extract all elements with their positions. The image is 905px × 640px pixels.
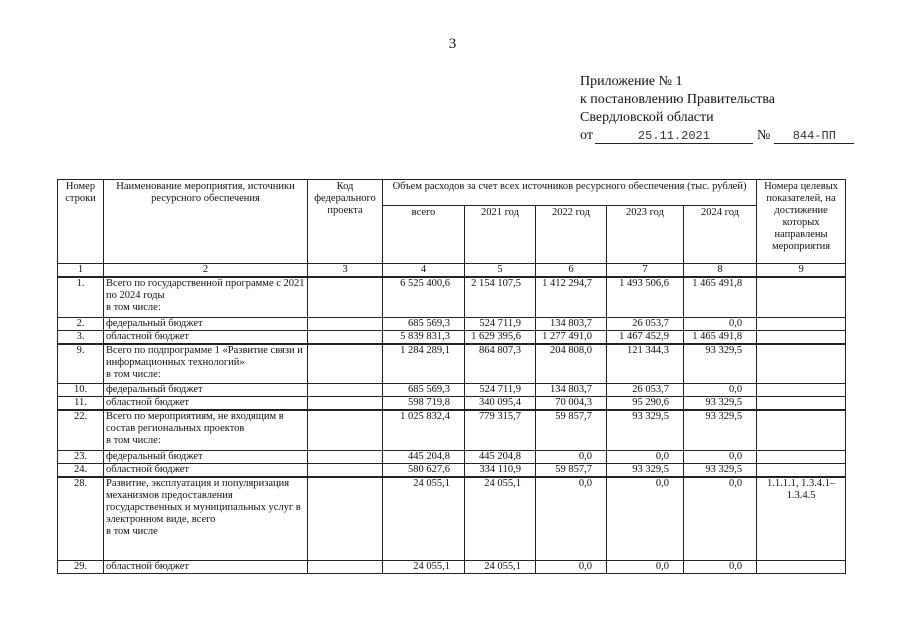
header-volume: Объем расходов за счет всех источников ресурсного обеспечения (тыс. рублей) — [383, 180, 757, 206]
row-name-cell: областной бюджет — [104, 561, 308, 574]
value-2021-cell: 2 154 107,5 — [465, 277, 536, 317]
row-number-cell: 22. — [58, 410, 104, 450]
value-2023-cell: 1 493 506,6 — [607, 277, 684, 317]
fed-code-cell — [308, 561, 383, 574]
row-name-cell: федеральный бюджет — [104, 317, 308, 330]
column-index: 5 — [465, 264, 536, 278]
column-index: 9 — [757, 264, 846, 278]
targets-cell — [757, 450, 846, 463]
page-number: 3 — [448, 36, 457, 52]
row-name-cell: Всего по государственной программе с 2021 по 2024 годы в том числе: — [104, 277, 308, 317]
value-2023-cell: 0,0 — [607, 561, 684, 574]
header-2024: 2024 год — [684, 206, 757, 264]
targets-cell: 1.1.1.1, 1.3.4.1–1.3.4.5 — [757, 477, 846, 561]
fed-code-cell — [308, 410, 383, 450]
column-index-row — [58, 264, 846, 278]
row-name-cell: Развитие, эксплуатация и популяризация механизмов предоставления государственных и муниципальных услуг в электронном виде, всего в том числе — [104, 477, 308, 561]
value-2023-cell: 95 290,6 — [607, 397, 684, 411]
value-2021-cell: 524 711,9 — [465, 384, 536, 397]
header-targets: Номера целевых показателей, на достижение которых направлены мероприятия — [757, 180, 846, 264]
value-2023-cell: 121 344,3 — [607, 344, 684, 384]
total-cell: 685 569,3 — [383, 384, 465, 397]
targets-cell — [757, 463, 846, 477]
header-fed-code: Код федерального проекта — [308, 180, 383, 264]
appendix-decree: к постановлению Правительства — [580, 92, 776, 107]
fed-code-cell — [308, 397, 383, 411]
row-number-cell: 2. — [58, 317, 104, 330]
row-name-cell: областной бюджет — [104, 463, 308, 477]
value-2022-cell: 1 412 294,7 — [536, 277, 607, 317]
table-row — [58, 463, 846, 477]
fed-code-cell — [308, 477, 383, 561]
value-2024-cell: 0,0 — [684, 477, 757, 561]
value-2021-cell: 864 807,3 — [465, 344, 536, 384]
row-number-cell: 1. — [58, 277, 104, 317]
column-index: 8 — [684, 264, 757, 278]
fed-code-cell — [308, 317, 383, 330]
row-number-cell: 28. — [58, 477, 104, 561]
total-cell: 24 055,1 — [383, 561, 465, 574]
table-row — [58, 344, 846, 384]
total-cell: 1 284 289,1 — [383, 344, 465, 384]
header-2021: 2021 год — [465, 206, 536, 264]
value-2024-cell: 93 329,5 — [684, 463, 757, 477]
fed-code-cell — [308, 330, 383, 344]
value-2022-cell: 204 808,0 — [536, 344, 607, 384]
value-2024-cell: 1 465 491,8 — [684, 330, 757, 344]
table-row — [58, 397, 846, 411]
value-2023-cell: 93 329,5 — [607, 463, 684, 477]
targets-cell — [757, 344, 846, 384]
value-2023-cell: 26 053,7 — [607, 384, 684, 397]
row-name-cell: федеральный бюджет — [104, 450, 308, 463]
fed-code-cell — [308, 277, 383, 317]
value-2023-cell: 0,0 — [607, 477, 684, 561]
decree-number: 844-ПП — [774, 129, 854, 144]
value-2021-cell: 524 711,9 — [465, 317, 536, 330]
total-cell: 1 025 832,4 — [383, 410, 465, 450]
from-label: от — [580, 128, 593, 143]
row-name-cell: федеральный бюджет — [104, 384, 308, 397]
value-2021-cell: 779 315,7 — [465, 410, 536, 450]
targets-cell — [757, 330, 846, 344]
total-cell: 598 719,8 — [383, 397, 465, 411]
header-row-number: Номер строки — [58, 180, 104, 264]
number-label: № — [756, 128, 771, 143]
table-row — [58, 477, 846, 561]
value-2022-cell: 59 857,7 — [536, 410, 607, 450]
value-2024-cell: 1 465 491,8 — [684, 277, 757, 317]
row-number-cell: 3. — [58, 330, 104, 344]
value-2024-cell: 0,0 — [684, 317, 757, 330]
fed-code-cell — [308, 384, 383, 397]
targets-cell — [757, 317, 846, 330]
value-2022-cell: 70 004,3 — [536, 397, 607, 411]
table-row — [58, 410, 846, 450]
table-row — [58, 384, 846, 397]
value-2024-cell: 0,0 — [684, 450, 757, 463]
total-cell: 445 204,8 — [383, 450, 465, 463]
column-index: 4 — [383, 264, 465, 278]
row-number-cell: 29. — [58, 561, 104, 574]
appendix-title: Приложение № 1 — [580, 74, 683, 89]
value-2022-cell: 1 277 491,0 — [536, 330, 607, 344]
value-2022-cell: 134 803,7 — [536, 317, 607, 330]
row-number-cell: 11. — [58, 397, 104, 411]
value-2024-cell: 93 329,5 — [684, 344, 757, 384]
row-number-cell: 9. — [58, 344, 104, 384]
decree-date: 25.11.2021 — [595, 129, 753, 144]
table-row — [58, 317, 846, 330]
value-2022-cell: 59 857,7 — [536, 463, 607, 477]
total-cell: 5 839 831,3 — [383, 330, 465, 344]
targets-cell — [757, 397, 846, 411]
row-name-cell: областной бюджет — [104, 330, 308, 344]
table-row — [58, 561, 846, 574]
row-name-cell: областной бюджет — [104, 397, 308, 411]
fed-code-cell — [308, 450, 383, 463]
header-2023: 2023 год — [607, 206, 684, 264]
value-2023-cell: 93 329,5 — [607, 410, 684, 450]
header-total: всего — [383, 206, 465, 264]
total-cell: 685 569,3 — [383, 317, 465, 330]
appendix-block — [580, 73, 854, 145]
value-2021-cell: 24 055,1 — [465, 477, 536, 561]
targets-cell — [757, 561, 846, 574]
value-2022-cell: 0,0 — [536, 561, 607, 574]
table-row — [58, 277, 846, 317]
header-name: Наименование мероприятия, источники ресурсного обеспечения — [104, 180, 308, 264]
value-2021-cell: 1 629 395,6 — [465, 330, 536, 344]
column-index: 6 — [536, 264, 607, 278]
column-index: 1 — [58, 264, 104, 278]
value-2024-cell: 0,0 — [684, 561, 757, 574]
targets-cell — [757, 410, 846, 450]
value-2021-cell: 340 095,4 — [465, 397, 536, 411]
column-index: 2 — [104, 264, 308, 278]
value-2022-cell: 0,0 — [536, 450, 607, 463]
column-index: 3 — [308, 264, 383, 278]
value-2023-cell: 0,0 — [607, 450, 684, 463]
row-name-cell: Всего по мероприятиям, не входящим в состав региональных проектов в том числе: — [104, 410, 308, 450]
value-2024-cell: 0,0 — [684, 384, 757, 397]
value-2023-cell: 26 053,7 — [607, 317, 684, 330]
fed-code-cell — [308, 463, 383, 477]
table-row — [58, 330, 846, 344]
column-index: 7 — [607, 264, 684, 278]
table-row — [58, 450, 846, 463]
targets-cell — [757, 384, 846, 397]
appendix-region: Свердловской области — [580, 110, 714, 125]
value-2024-cell: 93 329,5 — [684, 397, 757, 411]
header-2022: 2022 год — [536, 206, 607, 264]
row-name-cell: Всего по подпрограмме 1 «Развитие связи и информационных технологий» в том числе: — [104, 344, 308, 384]
targets-cell — [757, 277, 846, 317]
value-2022-cell: 0,0 — [536, 477, 607, 561]
value-2024-cell: 93 329,5 — [684, 410, 757, 450]
value-2023-cell: 1 467 452,9 — [607, 330, 684, 344]
total-cell: 580 627,6 — [383, 463, 465, 477]
total-cell: 24 055,1 — [383, 477, 465, 561]
fed-code-cell — [308, 344, 383, 384]
row-number-cell: 10. — [58, 384, 104, 397]
total-cell: 6 525 400,6 — [383, 277, 465, 317]
appendix-date-line — [580, 127, 854, 145]
value-2021-cell: 24 055,1 — [465, 561, 536, 574]
row-number-cell: 24. — [58, 463, 104, 477]
expenditure-table — [57, 179, 846, 574]
row-number-cell: 23. — [58, 450, 104, 463]
value-2021-cell: 334 110,9 — [465, 463, 536, 477]
value-2021-cell: 445 204,8 — [465, 450, 536, 463]
value-2022-cell: 134 803,7 — [536, 384, 607, 397]
